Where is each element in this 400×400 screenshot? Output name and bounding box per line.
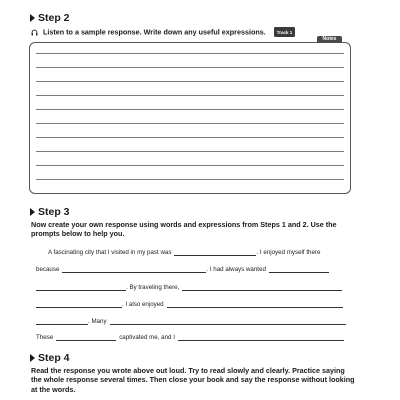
- answer-blank[interactable]: [36, 284, 126, 291]
- notes-line: [36, 179, 344, 180]
- notes-line: [36, 81, 344, 82]
- answer-blank[interactable]: [62, 266, 206, 273]
- answer-blank[interactable]: [110, 318, 346, 325]
- step4-instruction-line1: Read the response you wrote above out loud. Try to read slowly and clearly. Practice saying: [31, 366, 345, 375]
- headphones-icon: [31, 29, 38, 36]
- prompt-text: These: [36, 334, 54, 341]
- notes-line: [36, 165, 344, 166]
- prompt-line-5: [36, 318, 346, 325]
- prompt-text: . I enjoyed myself there: [256, 249, 321, 256]
- prompt-line-3: [36, 284, 342, 291]
- prompt-text: because: [36, 266, 60, 273]
- step2-instruction: [31, 27, 295, 37]
- prompt-line-4: [36, 301, 343, 308]
- notes-line: [36, 151, 344, 152]
- prompt-line-2: [36, 266, 329, 273]
- notes-line: [36, 67, 344, 68]
- notes-line: [36, 137, 344, 138]
- notes-box[interactable]: [29, 36, 351, 194]
- prompt-text: . By traveling there,: [126, 284, 180, 291]
- step3-instruction-line1: Now create your own response using words and expressions from Steps 1 and 2. Use the: [31, 220, 337, 229]
- answer-blank[interactable]: [56, 334, 116, 341]
- triangle-bullet-icon: [30, 354, 35, 362]
- prompt-text: . I also enjoyed: [122, 301, 164, 308]
- step3-heading: [30, 206, 70, 218]
- answer-blank[interactable]: [182, 284, 342, 291]
- prompt-line-6: [36, 334, 344, 341]
- answer-blank[interactable]: [174, 249, 256, 256]
- triangle-bullet-icon: [30, 208, 35, 216]
- step3-instruction: [31, 220, 376, 239]
- prompt-text: . I had always wanted: [206, 266, 266, 273]
- prompt-text: . Many: [88, 318, 107, 325]
- prompt-line-1: [48, 249, 320, 256]
- prompt-text: captivated me, and I: [119, 334, 175, 341]
- notes-tab: Notes: [317, 36, 342, 43]
- step4-instruction-line3: at the words.: [31, 384, 76, 394]
- triangle-bullet-icon: [30, 14, 35, 22]
- notes-line: [36, 123, 344, 124]
- step3-instruction-line2: prompts below to help you.: [31, 229, 125, 239]
- step2-heading-text: Step 2: [38, 12, 70, 24]
- answer-blank[interactable]: [167, 301, 343, 308]
- step4-instruction: [31, 366, 381, 394]
- notes-line: [36, 95, 344, 96]
- answer-blank[interactable]: [269, 266, 329, 273]
- track-badge: Track 1: [274, 27, 296, 37]
- answer-blank[interactable]: [178, 334, 344, 341]
- notes-line: [36, 109, 344, 110]
- step4-instruction-line2: the whole response several times. Then close your book and say the response without looking: [31, 375, 355, 385]
- answer-blank[interactable]: [36, 318, 88, 325]
- step4-heading-text: Step 4: [38, 352, 70, 364]
- prompt-text: A fascinating city that I visited in my past was: [48, 249, 172, 256]
- step3-heading-text: Step 3: [38, 206, 70, 218]
- notes-line: [36, 53, 344, 54]
- step2-heading: [30, 12, 70, 24]
- step4-heading: [30, 352, 70, 364]
- step2-instruction-text: Listen to a sample response. Write down any useful expressions.: [43, 27, 266, 37]
- answer-blank[interactable]: [36, 301, 122, 308]
